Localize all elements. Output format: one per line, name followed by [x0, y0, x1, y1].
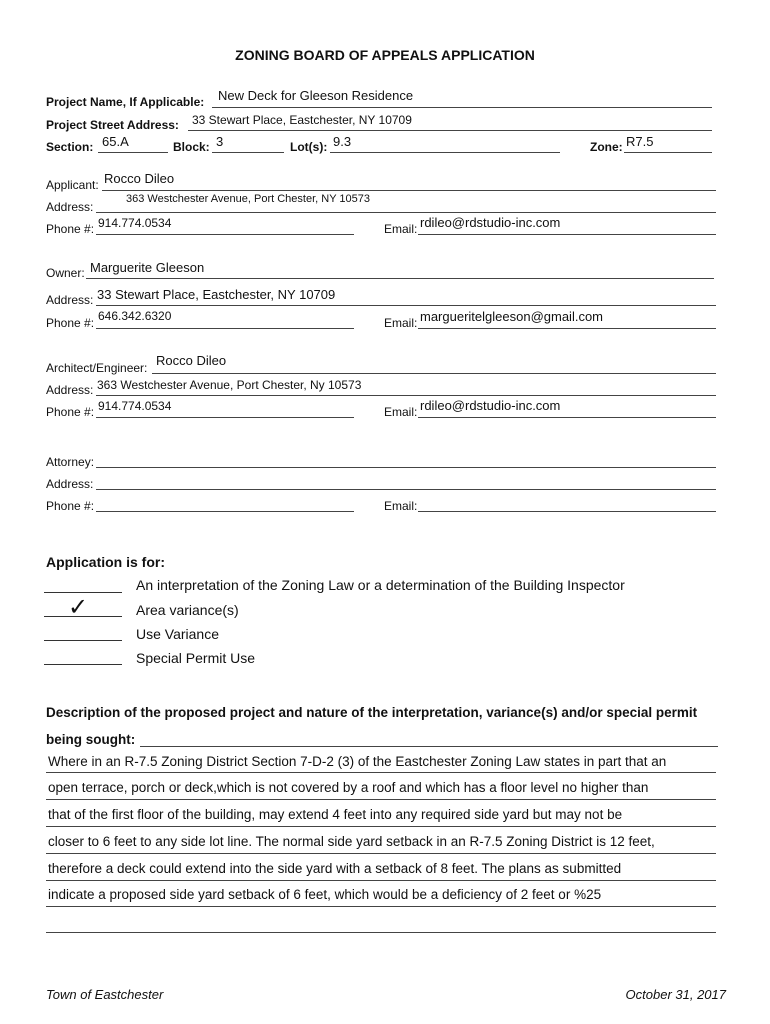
applicant-email-field[interactable]: rdileo@rdstudio-inc.com [420, 215, 561, 230]
architect-phone-label: Phone #: [46, 405, 95, 419]
owner-address-label: Address: [46, 293, 94, 307]
section-label: Section: [46, 140, 94, 154]
architect-email-line [418, 417, 716, 418]
architect-line [152, 373, 716, 374]
description-line-5[interactable]: therefore a deck could extend into the side yard with a setback of 8 feet. The plans as submitted [48, 861, 622, 876]
architect-label: Architect/Engineer: [46, 361, 148, 375]
description-rule-3 [46, 826, 716, 827]
owner-email-label: Email: [384, 316, 418, 330]
owner-address-field[interactable]: 33 Stewart Place, Eastchester, NY 10709 [97, 287, 336, 302]
architect-address-field[interactable]: 363 Westchester Avenue, Port Chester, Ny 10573 [97, 378, 362, 392]
owner-address-line [96, 305, 716, 306]
project-street-field[interactable]: 33 Stewart Place, Eastchester, NY 10709 [192, 113, 412, 127]
attorney-address-label: Address: [46, 477, 94, 491]
applicant-email-line [418, 234, 716, 235]
description-line-3[interactable]: that of the first floor of the building, may extend 4 feet into any required side yard but may not be [48, 807, 623, 822]
description-rule-2 [46, 799, 716, 800]
check-mark-icon: ✓ [68, 593, 89, 621]
owner-phone-field[interactable]: 646.342.6320 [98, 309, 172, 323]
description-heading-line2: being sought: [46, 732, 136, 747]
block-label: Block: [173, 140, 210, 154]
lots-line [330, 152, 560, 153]
owner-email-line [418, 328, 716, 329]
application-heading: Application is for: [46, 554, 165, 570]
owner-phone-label: Phone #: [46, 316, 95, 330]
applicant-address-label: Address: [46, 200, 94, 214]
architect-email-field[interactable]: rdileo@rdstudio-inc.com [420, 398, 561, 413]
architect-address-label: Address: [46, 383, 94, 397]
description-rule-6 [46, 906, 716, 907]
applicant-email-label: Email: [384, 222, 418, 236]
lots-label: Lot(s): [290, 140, 328, 154]
attorney-address-field[interactable] [96, 489, 716, 490]
owner-name-field[interactable]: Marguerite Gleeson [90, 260, 205, 275]
project-street-line [188, 130, 712, 131]
architect-phone-line [96, 417, 354, 418]
description-rule-7[interactable] [46, 932, 716, 933]
project-street-label: Project Street Address: [46, 118, 179, 132]
attorney-email-label: Email: [384, 499, 418, 513]
project-name-line [212, 107, 712, 108]
project-name-field[interactable]: New Deck for Gleeson Residence [218, 88, 414, 103]
applicant-label: Applicant: [46, 178, 99, 192]
page-title: ZONING BOARD OF APPEALS APPLICATION [235, 47, 535, 63]
footer-town: Town of Eastchester [46, 987, 164, 1002]
description-rule-5 [46, 880, 716, 881]
description-line-1[interactable]: Where in an R-7.5 Zoning District Section 7-D-2 (3) of the Eastchester Zoning Law states in part that an [48, 754, 667, 769]
description-heading-line [140, 746, 718, 747]
architect-address-line [96, 395, 716, 396]
owner-email-field[interactable]: margueritelgleeson@gmail.com [420, 309, 603, 324]
attorney-label: Attorney: [46, 455, 95, 469]
description-rule-1 [46, 772, 716, 773]
section-field[interactable]: 65.A [102, 134, 129, 149]
zone-field[interactable]: R7.5 [626, 134, 654, 149]
lots-field[interactable]: 9.3 [333, 134, 352, 149]
applicant-name-field[interactable]: Rocco Dileo [104, 171, 175, 186]
footer-date: October 31, 2017 [625, 987, 726, 1002]
applicant-phone-label: Phone #: [46, 222, 95, 236]
applicant-line [102, 190, 716, 191]
attorney-phone-field[interactable] [96, 511, 354, 512]
block-field[interactable]: 3 [216, 134, 224, 149]
description-line-2[interactable]: open terrace, porch or deck,which is not covered by a roof and which has a floor level no higher than [48, 780, 649, 795]
description-line-6[interactable]: indicate a proposed side yard setback of 6 feet, which would be a deficiency of 2 feet or %25 [48, 887, 602, 902]
option-special-permit-checkbox[interactable] [44, 664, 122, 665]
owner-label: Owner: [46, 266, 85, 280]
option-use-variance-checkbox[interactable] [44, 640, 122, 641]
description-rule-4 [46, 853, 716, 854]
applicant-phone-field[interactable]: 914.774.0534 [98, 216, 172, 230]
architect-name-field[interactable]: Rocco Dileo [156, 353, 227, 368]
description-line-4[interactable]: closer to 6 feet to any side lot line. The normal side yard setback in an R-7.5 Zoning District is 12 feet, [48, 834, 655, 849]
applicant-phone-line [96, 234, 354, 235]
attorney-name-field[interactable] [96, 467, 716, 468]
option-special-permit-label: Special Permit Use [136, 650, 256, 666]
applicant-address-field[interactable]: 363 Westchester Avenue, Port Chester, NY 10573 [126, 193, 370, 205]
project-name-label: Project Name, If Applicable: [46, 95, 205, 109]
description-heading-line1: Description of the proposed project and nature of the interpretation, variance(s) and/or special permit [46, 705, 698, 720]
owner-line [86, 278, 714, 279]
attorney-phone-label: Phone #: [46, 499, 95, 513]
owner-phone-line [96, 328, 354, 329]
architect-phone-field[interactable]: 914.774.0534 [98, 399, 172, 413]
option-use-variance-label: Use Variance [136, 626, 220, 642]
section-line [98, 152, 168, 153]
zone-label: Zone: [590, 140, 623, 154]
option-area-variance-label: Area variance(s) [136, 602, 239, 618]
applicant-address-line [96, 212, 716, 213]
block-line [212, 152, 284, 153]
attorney-email-field[interactable] [418, 511, 716, 512]
option-interpretation-label: An interpretation of the Zoning Law or a determination of the Building Inspector [136, 577, 625, 593]
architect-email-label: Email: [384, 405, 418, 419]
zone-line [624, 152, 712, 153]
